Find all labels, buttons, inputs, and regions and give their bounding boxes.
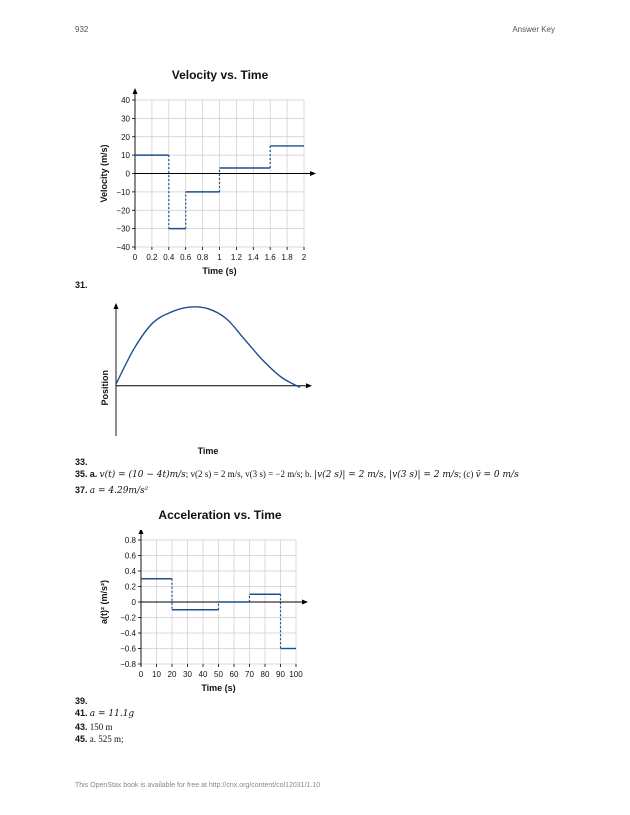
acceleration-xtick-label-2: 20	[167, 670, 177, 679]
acceleration-ytick-label-7: −0.6	[120, 644, 136, 654]
velocity-xtick-label-4: 0.8	[197, 253, 209, 262]
page-number: 932	[75, 25, 89, 34]
velocity-xtick-label-1: 0.2	[146, 253, 158, 262]
acceleration-xtick-label-5: 50	[214, 670, 223, 679]
footer-note: This OpenStax book is available for free at http://cnx.org/content/col12031/1.10	[75, 782, 321, 789]
answer-41: 41. a = 11.1g	[75, 708, 135, 719]
acceleration-xtick-label-9: 90	[276, 670, 285, 679]
velocity-ytick-label-7: −30	[116, 224, 130, 234]
acceleration-x-arrow	[302, 600, 308, 605]
velocity-x-arrow	[310, 171, 316, 176]
answer-45: 45. a. 525 m;	[75, 734, 124, 744]
acceleration-ytick-label-2: 0.4	[124, 567, 136, 576]
velocity-ytick-label-8: −40	[116, 243, 130, 252]
velocity-y-label: Velocity (m/s)	[99, 144, 109, 203]
velocity-xtick-label-2: 0.4	[163, 253, 175, 262]
velocity-ytick-label-0: 40	[121, 96, 130, 105]
section-title: Answer Key	[512, 25, 555, 34]
velocity-xtick-label-5: 1	[217, 253, 222, 262]
answer-31: 31.	[75, 280, 88, 290]
acceleration-xtick-label-4: 40	[198, 670, 208, 679]
velocity-ytick-label-2: 20	[121, 132, 130, 142]
velocity-ytick-label-4: 0	[125, 169, 130, 179]
acceleration-ytick-label-8: −0.8	[120, 660, 136, 669]
acceleration-ytick-label-0: 0.8	[124, 536, 136, 545]
velocity-xtick-label-8: 1.6	[264, 253, 276, 262]
answer-39: 39.	[75, 696, 88, 706]
acceleration-xtick-label-1: 10	[152, 670, 161, 679]
answer-35: 35. a. v(t) = (10 − 4t)m/s; v(2 s) = 2 m/s, v(3 s) = −2 m/s; b. |v(2 s)| = 2 m/s, |v(3 s)| = 2 m/s; (c) v̄ = 0 m/s	[75, 469, 519, 480]
position-x-arrow	[306, 383, 312, 388]
acceleration-xtick-label-3: 30	[183, 670, 192, 679]
answer-33: 33.	[75, 457, 88, 467]
velocity-ytick-label-5: −10	[116, 187, 130, 197]
velocity-ytick-label-1: 30	[121, 114, 130, 124]
answer-43: 43. 150 m	[75, 722, 113, 732]
velocity-ytick-label-3: 10	[121, 151, 130, 161]
acceleration-ytick-label-5: −0.2	[120, 613, 136, 623]
position-y-label: Position	[100, 370, 110, 406]
velocity-xtick-label-3: 0.6	[180, 253, 192, 262]
velocity-xtick-label-9: 1.8	[281, 253, 293, 262]
acceleration-chart-title: Acceleration vs. Time	[158, 508, 282, 522]
acceleration-xtick-label-7: 70	[245, 670, 254, 679]
position-chart	[95, 294, 325, 459]
velocity-x-label: Time (s)	[202, 266, 237, 276]
answer-37: 37. a = 4.29m/s²	[75, 485, 149, 496]
velocity-y-arrow	[133, 88, 138, 94]
acceleration-xtick-label-10: 100	[289, 670, 303, 679]
acceleration-ytick-label-6: −0.4	[120, 629, 136, 638]
velocity-xtick-label-7: 1.4	[247, 253, 259, 262]
velocity-chart-title: Velocity vs. Time	[171, 68, 269, 82]
velocity-xtick-label-0: 0	[132, 253, 138, 262]
velocity-ytick-label-6: −20	[116, 206, 130, 216]
velocity-xtick-label-6: 1.2	[230, 253, 242, 262]
acceleration-ytick-label-1: 0.6	[124, 551, 136, 561]
position-y-arrow	[114, 303, 119, 309]
position-curve	[116, 307, 300, 388]
acceleration-ytick-label-4: 0	[131, 598, 136, 607]
acceleration-x-label: Time (s)	[201, 683, 236, 693]
acceleration-y-label: a(t)² (m/s²)	[99, 580, 109, 624]
velocity-chart	[95, 88, 325, 280]
acceleration-y-arrow	[139, 530, 144, 534]
acceleration-chart	[95, 530, 325, 698]
acceleration-xtick-label-8: 80	[260, 670, 270, 679]
velocity-xtick-label-10: 2	[301, 253, 307, 262]
position-x-label: Time	[197, 446, 219, 456]
acceleration-xtick-label-6: 60	[229, 670, 239, 679]
acceleration-xtick-label-0: 0	[138, 670, 144, 679]
acceleration-ytick-label-3: 0.2	[124, 582, 136, 592]
